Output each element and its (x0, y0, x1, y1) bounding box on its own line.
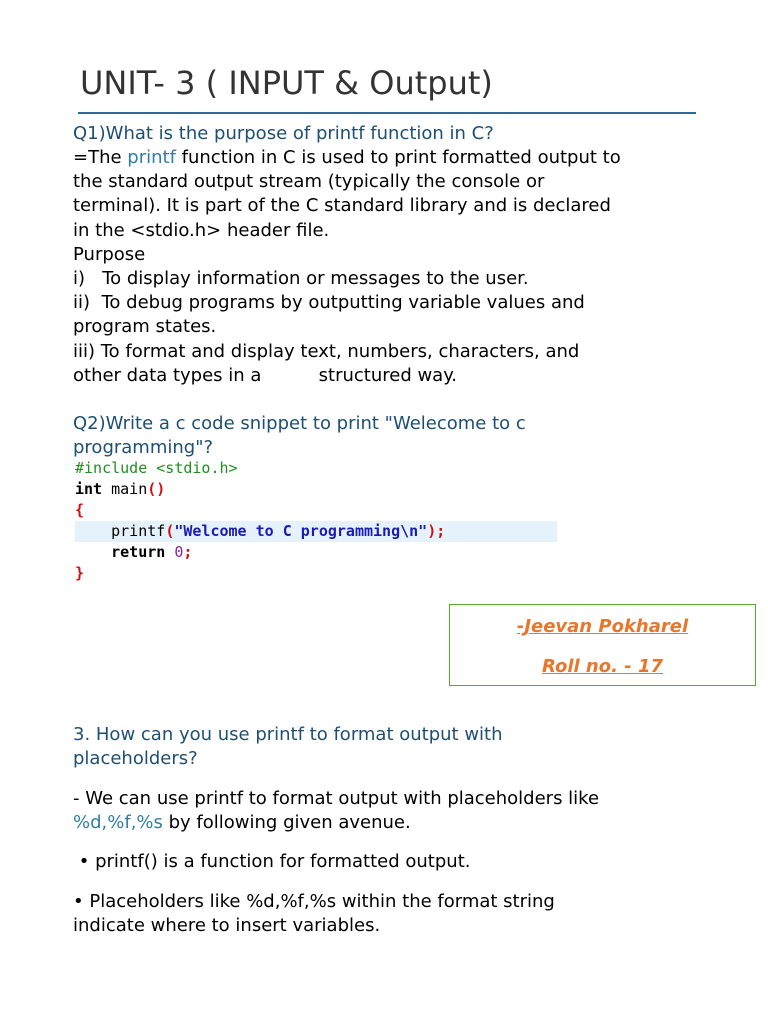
code-include: #include <stdio.h> (75, 459, 238, 477)
placeholder-terms: %d,%f,%s (73, 812, 163, 834)
page-title: UNIT- 3 ( INPUT & Output) (80, 64, 493, 102)
code-string-literal: "Welcome to C programming\n" (174, 522, 428, 540)
code-close-paren-semicolon: ); (427, 522, 446, 540)
answer-3 (73, 787, 599, 835)
question-2: Q2)Write a c code snippet to print "Welecome to c programming"? (73, 413, 526, 458)
code-zero: 0 (174, 543, 184, 561)
code-line-printf (75, 521, 557, 542)
purpose-item-1: i) To display information or messages to the user. (73, 268, 529, 289)
purpose-item-3: iii) To format and display text, numbers, characters, and other data types in a structured way. (73, 341, 580, 387)
code-indent-2 (75, 543, 111, 561)
answer-3-prefix: - We can use printf to format output with placeholders like (73, 788, 600, 809)
code-printf: printf (111, 522, 166, 540)
signature-roll: Roll no. - 17 (541, 656, 663, 677)
bullet-1: • printf() is a function for formatted output. (73, 851, 471, 872)
code-indent (75, 522, 111, 540)
code-open-paren: ( (165, 522, 175, 540)
printf-term: printf (127, 147, 176, 168)
code-close-brace: } (75, 564, 85, 582)
answer-1-text: function in C is used to print formatted output to the standard output stream (typically the console or terminal). It is part of the C standard library and is declared in the <stdio.h> header file. (73, 147, 621, 241)
answer-3-text: by following given avenue. (162, 812, 411, 834)
question-1: Q1)What is the purpose of printf function in C? (73, 123, 494, 144)
code-line-main (75, 479, 557, 500)
code-snippet (75, 458, 557, 584)
purpose-heading: Purpose (73, 244, 146, 265)
answer-1 (73, 146, 621, 243)
code-highlighted-line (75, 521, 557, 542)
code-semicolon: ; (183, 543, 193, 561)
code-int-keyword: int (75, 480, 103, 498)
code-line-return (75, 542, 557, 563)
signature-box (449, 604, 756, 686)
code-line-close-brace (75, 563, 557, 584)
code-main-function: main (102, 480, 148, 498)
signature-name: -Jeevan Pokharel (516, 616, 689, 637)
title-underline (78, 112, 696, 114)
code-main-parens: () (147, 480, 166, 498)
question-3: 3. How can you use printf to format output with placeholders? (73, 724, 503, 769)
answer-1-prefix: =The (73, 147, 128, 168)
code-return-keyword: return (111, 543, 175, 561)
purpose-item-2: ii) To debug programs by outputting variable values and program states. (73, 292, 585, 338)
code-open-brace: { (75, 501, 85, 519)
bullet-2: • Placeholders like %d,%f,%s within the format string indicate where to insert variables. (73, 891, 555, 937)
code-line-open-brace (75, 500, 557, 521)
code-line-include (75, 458, 557, 479)
